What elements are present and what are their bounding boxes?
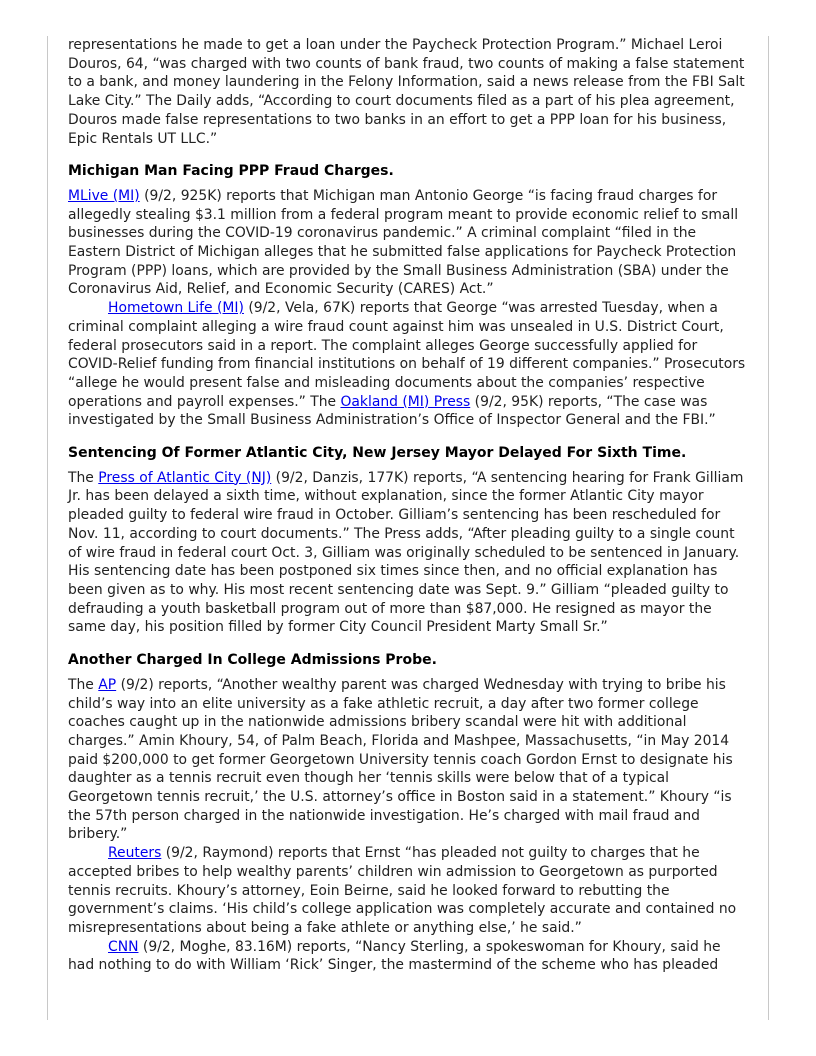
- source-link-cnn[interactable]: CNN: [108, 938, 139, 955]
- paragraph-text: (9/2) reports, “Another wealthy parent was charged Wednesday with trying to bribe his child’s way into an elite university as a fake athletic recruit, a day after two former college coaches caught up in the nationwide admissions bribery scandal were hit with additional charges.” Amin Khoury, 54, of Palm Beach, Florida and Mashpee, Massachusetts, “in May 2014 paid $200,000 to get former Georgetown University tennis coach Gordon Ernst to designate his daughter as a tennis recruit even though her ‘tennis skills were below that of a typical Georgetown tennis recruit,’ the U.S. attorney’s office in Boston said in a statement.” Khoury “is the 57th person charged in the nationwide investigation. He’s charged with mail fraud and bribery.”: [68, 676, 733, 843]
- article-paragraph: [68, 938, 749, 975]
- article-paragraph: [68, 299, 749, 430]
- paragraph-text: The: [68, 676, 99, 693]
- paragraph-text: (9/2, Vela, 67K) reports that George “was arrested Tuesday, when a criminal complaint alleging a wire fraud count against him was unsealed in U.S. District Court, federal prosecutors said in a report. The complaint alleges George successfully applied for COVID-Relief funding from financial institutions on behalf of 19 different companies.” Prosecutors “allege he would present false and misleading documents about the companies’ respective operations and payroll expenses.” The: [68, 300, 746, 410]
- article-paragraph: [68, 469, 749, 637]
- paragraph-text: (9/2, Raymond) reports that Ernst “has pleaded not guilty to charges that he accepted bribes to help wealthy parents’ children win admission to Georgetown as purported tennis recruits. Khoury’s attorney, Eoin Beirne, said he looked forward to rebutting the government’s claims. ‘His child’s college application was completely accurate and contained no misrepresentations about being a fake athlete or anything else,’ he said.”: [68, 845, 737, 936]
- intro-paragraph: [68, 36, 749, 148]
- paragraph-text: (9/2, Moghe, 83.16M) reports, “Nancy Sterling, a spokeswoman for Khoury, said he had nothing to do with William ‘Rick’ Singer, the mastermind of the scheme who has pleaded: [68, 938, 721, 974]
- paragraph-text: (9/2, Danzis, 177K) reports, “A sentencing hearing for Frank Gilliam Jr. has been delayed a sixth time, without explanation, since the former Atlantic City mayor pleaded guilty to federal wire fraud in October. Gilliam’s sentencing has been rescheduled for Nov. 11, according to court documents.” The Press adds, “After pleading guilty to a single count of wire fraud in federal court Oct. 3, Gilliam was originally scheduled to be sentenced in January. His sentencing date has been postponed six times since then, and no official explanation has been given as to why. His most recent sentencing date was Sept. 9.” Gilliam “pleaded guilty to defrauding a youth basketball program out of more than $87,000. He resigned as mayor the same day, his position filled by former City Council President Marty Small Sr.”: [68, 469, 744, 636]
- right-margin-rule: [768, 36, 769, 1020]
- source-link-ap[interactable]: AP: [98, 676, 117, 693]
- source-link-oakland-press[interactable]: Oakland (MI) Press: [340, 393, 471, 410]
- article-paragraph: [68, 844, 749, 938]
- article-heading-michigan: Michigan Man Facing PPP Fraud Charges.: [68, 163, 394, 180]
- source-link-press-atlantic-city[interactable]: Press of Atlantic City (NJ): [98, 469, 272, 486]
- paragraph-text: (9/2, 95K) reports, “The case was investigated by the Small Business Administration’s Office of Inspector General and the FBI.”: [68, 393, 716, 429]
- document-page: [68, 36, 749, 975]
- paragraph-text: The: [68, 469, 99, 486]
- article-paragraph: [68, 187, 749, 299]
- source-link-hometown-life[interactable]: Hometown Life (MI): [108, 300, 244, 317]
- source-link-mlive[interactable]: MLive (MI): [68, 187, 140, 204]
- paragraph-text: (9/2, 925K) reports that Michigan man Antonio George “is facing fraud charges for allegedly stealing $3.1 million from a federal program meant to provide economic relief to small businesses during the COVID-19 coronavirus pandemic.” A criminal complaint “filed in the Eastern District of Michigan alleges that he submitted false applications for Paycheck Protection Program (PPP) loans, which are provided by the Small Business Administration (SBA) under the Coronavirus Aid, Relief, and Economic Security (CARES) Act.”: [68, 187, 739, 298]
- source-link-reuters[interactable]: Reuters: [108, 845, 162, 862]
- left-margin-rule: [47, 36, 48, 1020]
- article-heading-atlantic-city: Sentencing Of Former Atlantic City, New Jersey Mayor Delayed For Sixth Time.: [68, 445, 687, 462]
- article-heading-college-admissions: Another Charged In College Admissions Probe.: [68, 652, 437, 669]
- article-paragraph: [68, 676, 749, 844]
- intro-text: representations he made to get a loan under the Paycheck Protection Program.” Michael Leroi Douros, 64, “was charged with two counts of bank fraud, two counts of making a false statement to a bank, and money laundering in the Felony Information, said a news release from the FBI Salt Lake City.” The Daily adds, “According to court documents filed as a part of his plea agreement, Douros made false representations to two banks in an effort to get a PPP loan for his business, Epic Rentals UT LLC.”: [68, 37, 745, 147]
